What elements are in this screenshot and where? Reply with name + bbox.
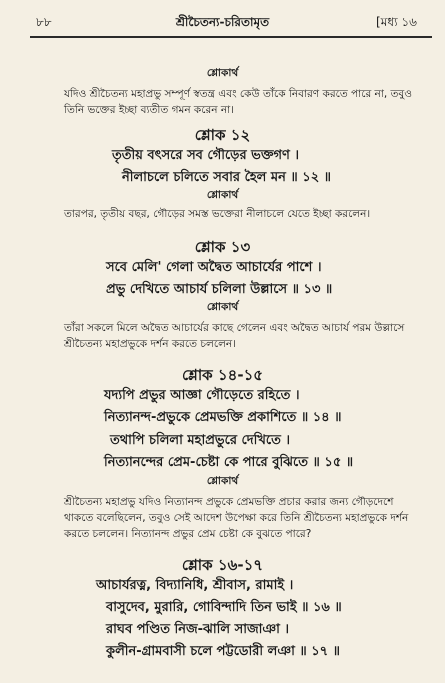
verse-line: তৃতীয় বৎসরে সব গৌড়ের ভক্তগণ । — [112, 148, 299, 163]
verse-line: যদ্যপি প্রভুর আজ্ঞা গৌড়েতে রহিতে । — [104, 388, 300, 403]
verse-line: প্রভু দেখিতে আচার্য চলিলা উল্লাসে ॥ ১৩ ॥ — [106, 282, 333, 297]
verse-line: সবে মেলি' গেলা অদ্বৈত আচার্যের পাশে । — [106, 260, 322, 275]
header-rule — [30, 36, 432, 38]
translation-text: যদিও শ্রীচৈতন্য মহাপ্রভু সম্পূর্ণ স্বতন্ত্র এবং কেউ তাঁকে নিবারণ করতে পারে না, তবুও তিনি ভক্তের ইচ্ছা ব্যতীত গমন করেন না। — [64, 88, 412, 116]
running-title: শ্রীচৈতন্য-চরিতামৃত — [175, 15, 270, 29]
verse-line: নিত্যানন্দ-প্রভুকে প্রেমভক্তি প্রকাশিতে ॥ ১৪ ॥ — [104, 410, 342, 425]
verse-line: নিত্যানন্দের প্রেম-চেষ্টা কে পারে বুঝিতে ॥ ১৫ ॥ — [104, 455, 354, 470]
chapter-reference: [মধ্য ১৬ — [376, 15, 417, 29]
verse-heading: শ্লোক ১৪-১৫ — [181, 366, 264, 384]
page-header — [0, 8, 445, 34]
translation-text: শ্রীচৈতন্য মহাপ্রভু যদিও নিত্যানন্দ প্রভুকে প্রেমভক্তি প্রচার করার জন্য গৌড়দেশে থাকতে বলেছিলেন, তবুও সেই আদেশ উপেক্ষা করে তিনি শ্রীচৈতন্য মহাপ্রভুকে দর্শন করতে চললেন। নিত্যানন্দ প্রভুর প্রেম চেষ্টা কে বুঝতে পারে? — [64, 496, 409, 540]
verse-line: আচার্যরত্ন, বিদ্যানিধি, শ্রীবাস, রামাই । — [96, 578, 294, 593]
verse-line: তথাপি চলিলা মহাপ্রভুরে দেখিতে । — [110, 433, 291, 448]
verse-heading: শ্লোক ১২ — [194, 126, 251, 144]
translation-text: তাঁরা সকলে মিলে অদ্বৈত আচার্যের কাছে গেলেন এবং অদ্বৈত আচার্য পরম উল্লাসে শ্রীচৈতন্য মহাপ্রভুকে দর্শন করতে চললেন। — [64, 322, 405, 350]
translation-text: তারপর, তৃতীয় বছর, গৌড়ের সমস্ত ভক্তেরা নীলাচলে যেতে ইচ্ছা করলেন। — [64, 208, 371, 220]
verse-heading: শ্লোক ১৩ — [194, 238, 251, 256]
verse-line: কুলীন-গ্রামবাসী চলে পট্টডোরী লঞা ॥ ১৭ ॥ — [106, 644, 341, 659]
translation-label: শ্লোকার্থ — [206, 67, 239, 79]
verse-line: বাসুদেব, মুরারি, গোবিন্দাদি তিন ভাই ॥ ১৬ ॥ — [106, 600, 342, 615]
translation-label: শ্লোকার্থ — [206, 475, 239, 487]
page-number: ৮৮ — [36, 15, 52, 29]
verse-line: নীলাচলে চলিতে সবার হৈল মন ॥ ১২ ॥ — [122, 170, 332, 185]
verse-heading: শ্লোক ১৬-১৭ — [181, 556, 264, 574]
translation-label: শ্লোকার্থ — [206, 189, 239, 201]
translation-label: শ্লোকার্থ — [206, 301, 239, 313]
verse-line: রাঘব পণ্ডিত নিজ-ঝালি সাজাঞা । — [106, 622, 290, 637]
